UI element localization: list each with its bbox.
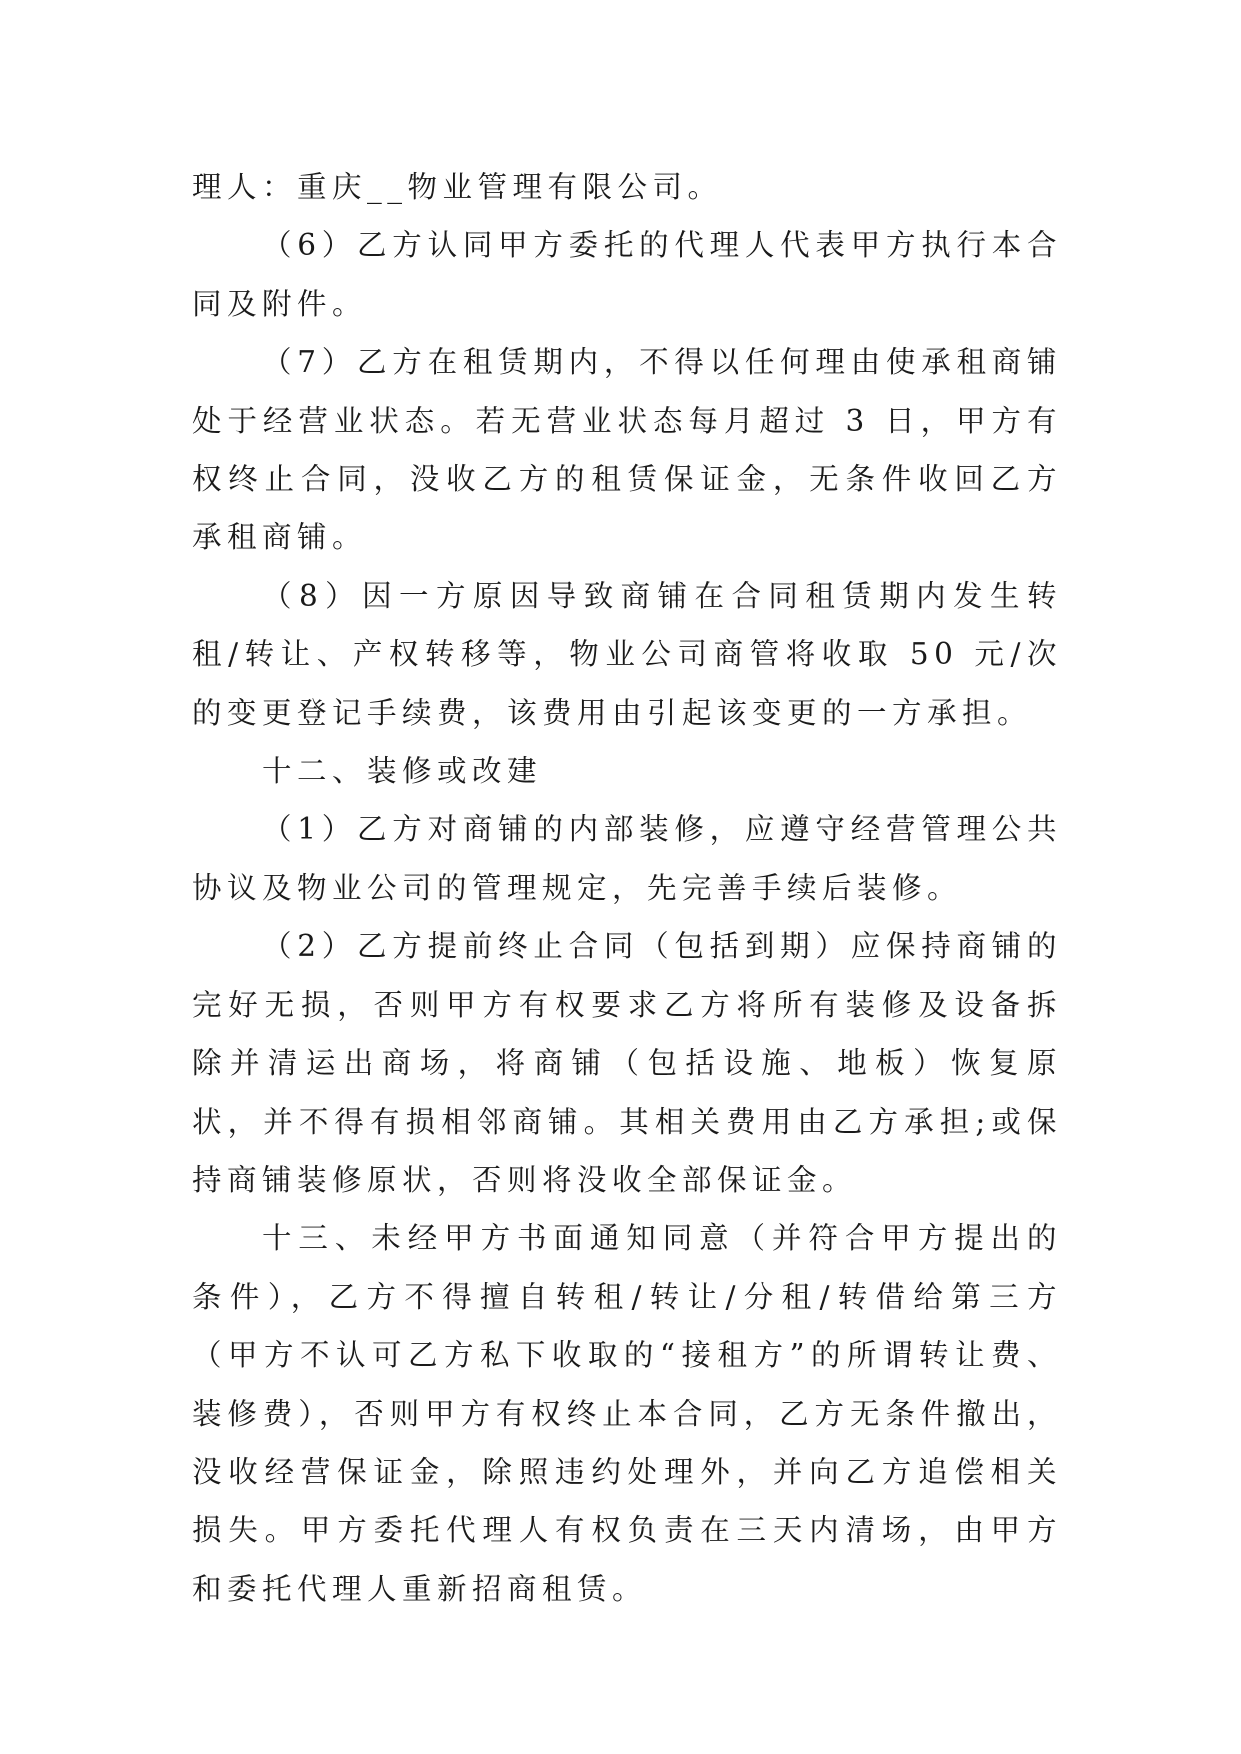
paragraph-clause-6: （6）乙方认同甲方委托的代理人代表甲方执行本合同及附件。 <box>192 228 1062 321</box>
paragraph-section-13: 十三、未经甲方书面通知同意（并符合甲方提出的条件），乙方不得擅自转租/转让/分租/转借给第三方（甲方不认可乙方私下收取的“接租方”的所谓转让费、装修费），否则甲方有权终止本合同，乙方无条件撤出，没收经营保证金，除照违约处理外，并向乙方追偿相关损失。甲方委托代理人有权负责在三天内清场，由甲方和委托代理人重新招商租赁。 <box>192 1221 1062 1606</box>
paragraph-agent-continuation: 理人：重庆__物业管理有限公司。 <box>192 170 723 204</box>
paragraph-renovation-1: （1）乙方对商铺的内部装修，应遵守经营管理公共协议及物业公司的管理规定，先完善手续后装修。 <box>192 812 1062 905</box>
section-heading-12: 十二、装修或改建 <box>262 754 543 789</box>
document-body <box>192 158 1062 1618</box>
paragraph-renovation-2: （2）乙方提前终止合同（包括到期）应保持商铺的完好无损，否则甲方有权要求乙方将所有装修及设备拆除并清运出商场，将商铺（包括设施、地板）恢复原状，并不得有损相邻商铺。其相关费用由乙方承担;或保持商铺装修原状，否则将没收全部保证金。 <box>192 929 1062 1197</box>
paragraph-clause-8: （8）因一方原因导致商铺在合同租赁期内发生转租/转让、产权转移等，物业公司商管将收取 50 元/次的变更登记手续费，该费用由引起该变更的一方承担。 <box>192 578 1062 730</box>
paragraph-clause-7: （7）乙方在租赁期内，不得以任何理由使承租商铺处于经营业状态。若无营业状态每月超过 3 日，甲方有权终止合同，没收乙方的租赁保证金，无条件收回乙方承租商铺。 <box>192 345 1062 555</box>
